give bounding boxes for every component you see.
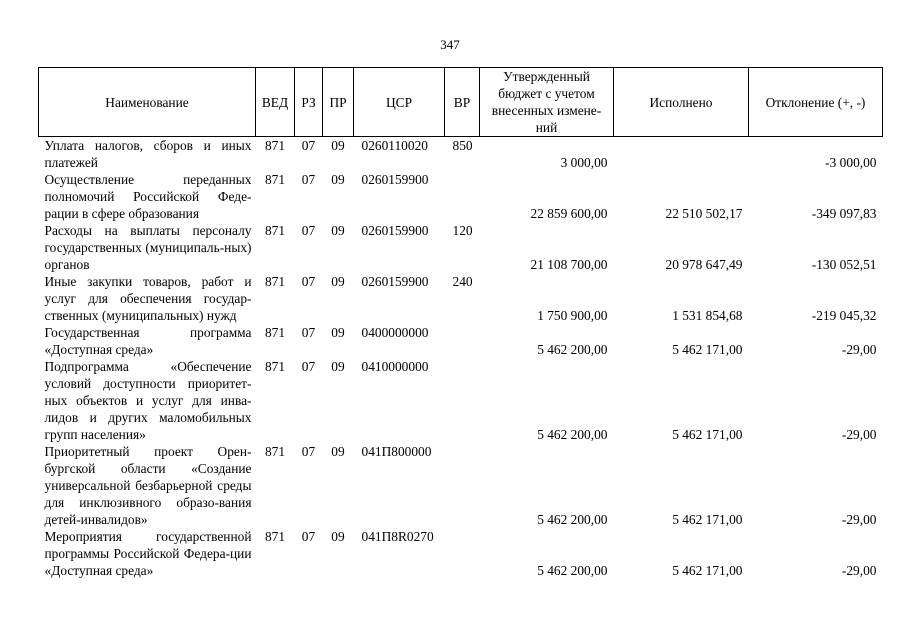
- row-vr: 240: [452, 274, 473, 289]
- page-number: 347: [440, 37, 460, 52]
- row-deviation: -349 097,83: [811, 206, 877, 221]
- row-ved: 871: [264, 359, 286, 374]
- row-name: Расходы на выплаты персоналу государственных (муниципаль-ных) органов: [44, 223, 252, 272]
- row-pr: 09: [331, 138, 345, 153]
- row-approved: 5 462 200,00: [537, 512, 608, 527]
- row-rz: 07: [301, 223, 316, 238]
- table-row: [39, 137, 883, 172]
- row-csr: 0260110020: [361, 138, 428, 153]
- row-rz: 07: [301, 529, 316, 544]
- row-name: Подпрограмма «Обеспечение условий доступности приоритет-ных объектов и услуг для инва-лидов и других маломобильных групп населения»: [44, 359, 252, 442]
- row-csr: 041П800000: [361, 444, 432, 459]
- row-executed: 1 531 854,68: [672, 308, 743, 323]
- row-pr: 09: [331, 325, 345, 340]
- row-deviation: -29,00: [841, 427, 877, 442]
- row-executed: 5 462 171,00: [672, 512, 743, 527]
- row-pr: 09: [331, 529, 345, 544]
- row-executed: [614, 137, 749, 172]
- row-name: Иные закупки товаров, работ и услуг для обеспечения государ-ственных (муниципальных) нужд: [44, 274, 252, 323]
- row-deviation: -29,00: [841, 342, 877, 357]
- row-vr: [445, 528, 480, 579]
- row-rz: 07: [301, 138, 316, 153]
- row-approved: 5 462 200,00: [537, 563, 608, 578]
- row-vr: [445, 171, 480, 222]
- row-approved: 5 462 200,00: [537, 342, 608, 357]
- row-csr: 0260159900: [361, 223, 429, 238]
- row-executed: 5 462 171,00: [672, 342, 743, 357]
- row-rz: 07: [301, 359, 316, 374]
- row-name: Осуществление переданных полномочий Российской Феде-рации в сфере образования: [44, 172, 252, 221]
- row-vr: 120: [452, 223, 473, 238]
- table-row: [39, 222, 883, 273]
- row-approved: 5 462 200,00: [537, 427, 608, 442]
- row-csr: 0260159900: [361, 172, 429, 187]
- row-approved: 22 859 600,00: [530, 206, 608, 221]
- row-executed: 22 510 502,17: [665, 206, 743, 221]
- header-name: Наименование: [39, 68, 256, 137]
- row-name: Уплата налогов, сборов и иных платежей: [44, 138, 252, 170]
- row-ved: 871: [264, 444, 286, 459]
- row-ved: 871: [264, 138, 286, 153]
- table-row: [39, 171, 883, 222]
- row-vr: [445, 358, 480, 443]
- row-ved: 871: [264, 274, 286, 289]
- row-deviation: -29,00: [841, 563, 877, 578]
- table-row: [39, 273, 883, 324]
- row-csr: 0400000000: [361, 325, 429, 340]
- header-approved: Утвержденный бюджет с учетом внесенных измене-ний: [480, 68, 614, 137]
- row-deviation: -3 000,00: [825, 155, 877, 170]
- row-vr: [445, 443, 480, 528]
- table-row: [39, 443, 883, 528]
- row-rz: 07: [301, 444, 316, 459]
- row-vr: 850: [452, 138, 473, 153]
- header-executed: Исполнено: [614, 68, 749, 137]
- row-pr: 09: [331, 359, 345, 374]
- row-vr: [445, 324, 480, 358]
- row-csr: 0260159900: [361, 274, 429, 289]
- row-rz: 07: [301, 172, 316, 187]
- budget-table: [38, 67, 883, 579]
- header-pr: ПР: [323, 68, 354, 137]
- row-pr: 09: [331, 223, 345, 238]
- row-ved: 871: [264, 529, 286, 544]
- row-name: Мероприятия государственной программы Российской Федера-ции «Доступная среда»: [44, 529, 252, 578]
- table-row: [39, 358, 883, 443]
- row-executed: 5 462 171,00: [672, 427, 743, 442]
- row-approved: 1 750 900,00: [537, 308, 608, 323]
- header-row: [39, 68, 883, 137]
- row-rz: 07: [301, 274, 316, 289]
- row-approved: 3 000,00: [560, 155, 608, 170]
- row-ved: 871: [264, 223, 286, 238]
- row-deviation: -29,00: [841, 512, 877, 527]
- header-csr: ЦСР: [354, 68, 445, 137]
- row-name: Государственная программа «Доступная среда»: [44, 325, 252, 357]
- row-name: Приоритетный проект Орен-бургской области «Создание универсальной безбарьерной среды для инклюзивного образо-вания детей-инвалидов»: [44, 444, 252, 527]
- row-csr: 0410000000: [361, 359, 429, 374]
- header-rz: РЗ: [295, 68, 323, 137]
- row-rz: 07: [301, 325, 316, 340]
- row-deviation: -219 045,32: [811, 308, 877, 323]
- row-approved: 21 108 700,00: [530, 257, 608, 272]
- row-executed: 20 978 647,49: [665, 257, 743, 272]
- table-row: [39, 528, 883, 579]
- header-vr: ВР: [445, 68, 480, 137]
- row-deviation: -130 052,51: [811, 257, 877, 272]
- row-csr: 041П8R0270: [361, 529, 434, 544]
- header-deviation: Отклонение (+, -): [749, 68, 883, 137]
- table-row: [39, 324, 883, 358]
- row-pr: 09: [331, 444, 345, 459]
- row-executed: 5 462 171,00: [672, 563, 743, 578]
- row-ved: 871: [264, 172, 286, 187]
- header-ved: ВЕД: [256, 68, 295, 137]
- row-pr: 09: [331, 172, 345, 187]
- row-ved: 871: [264, 325, 286, 340]
- row-pr: 09: [331, 274, 345, 289]
